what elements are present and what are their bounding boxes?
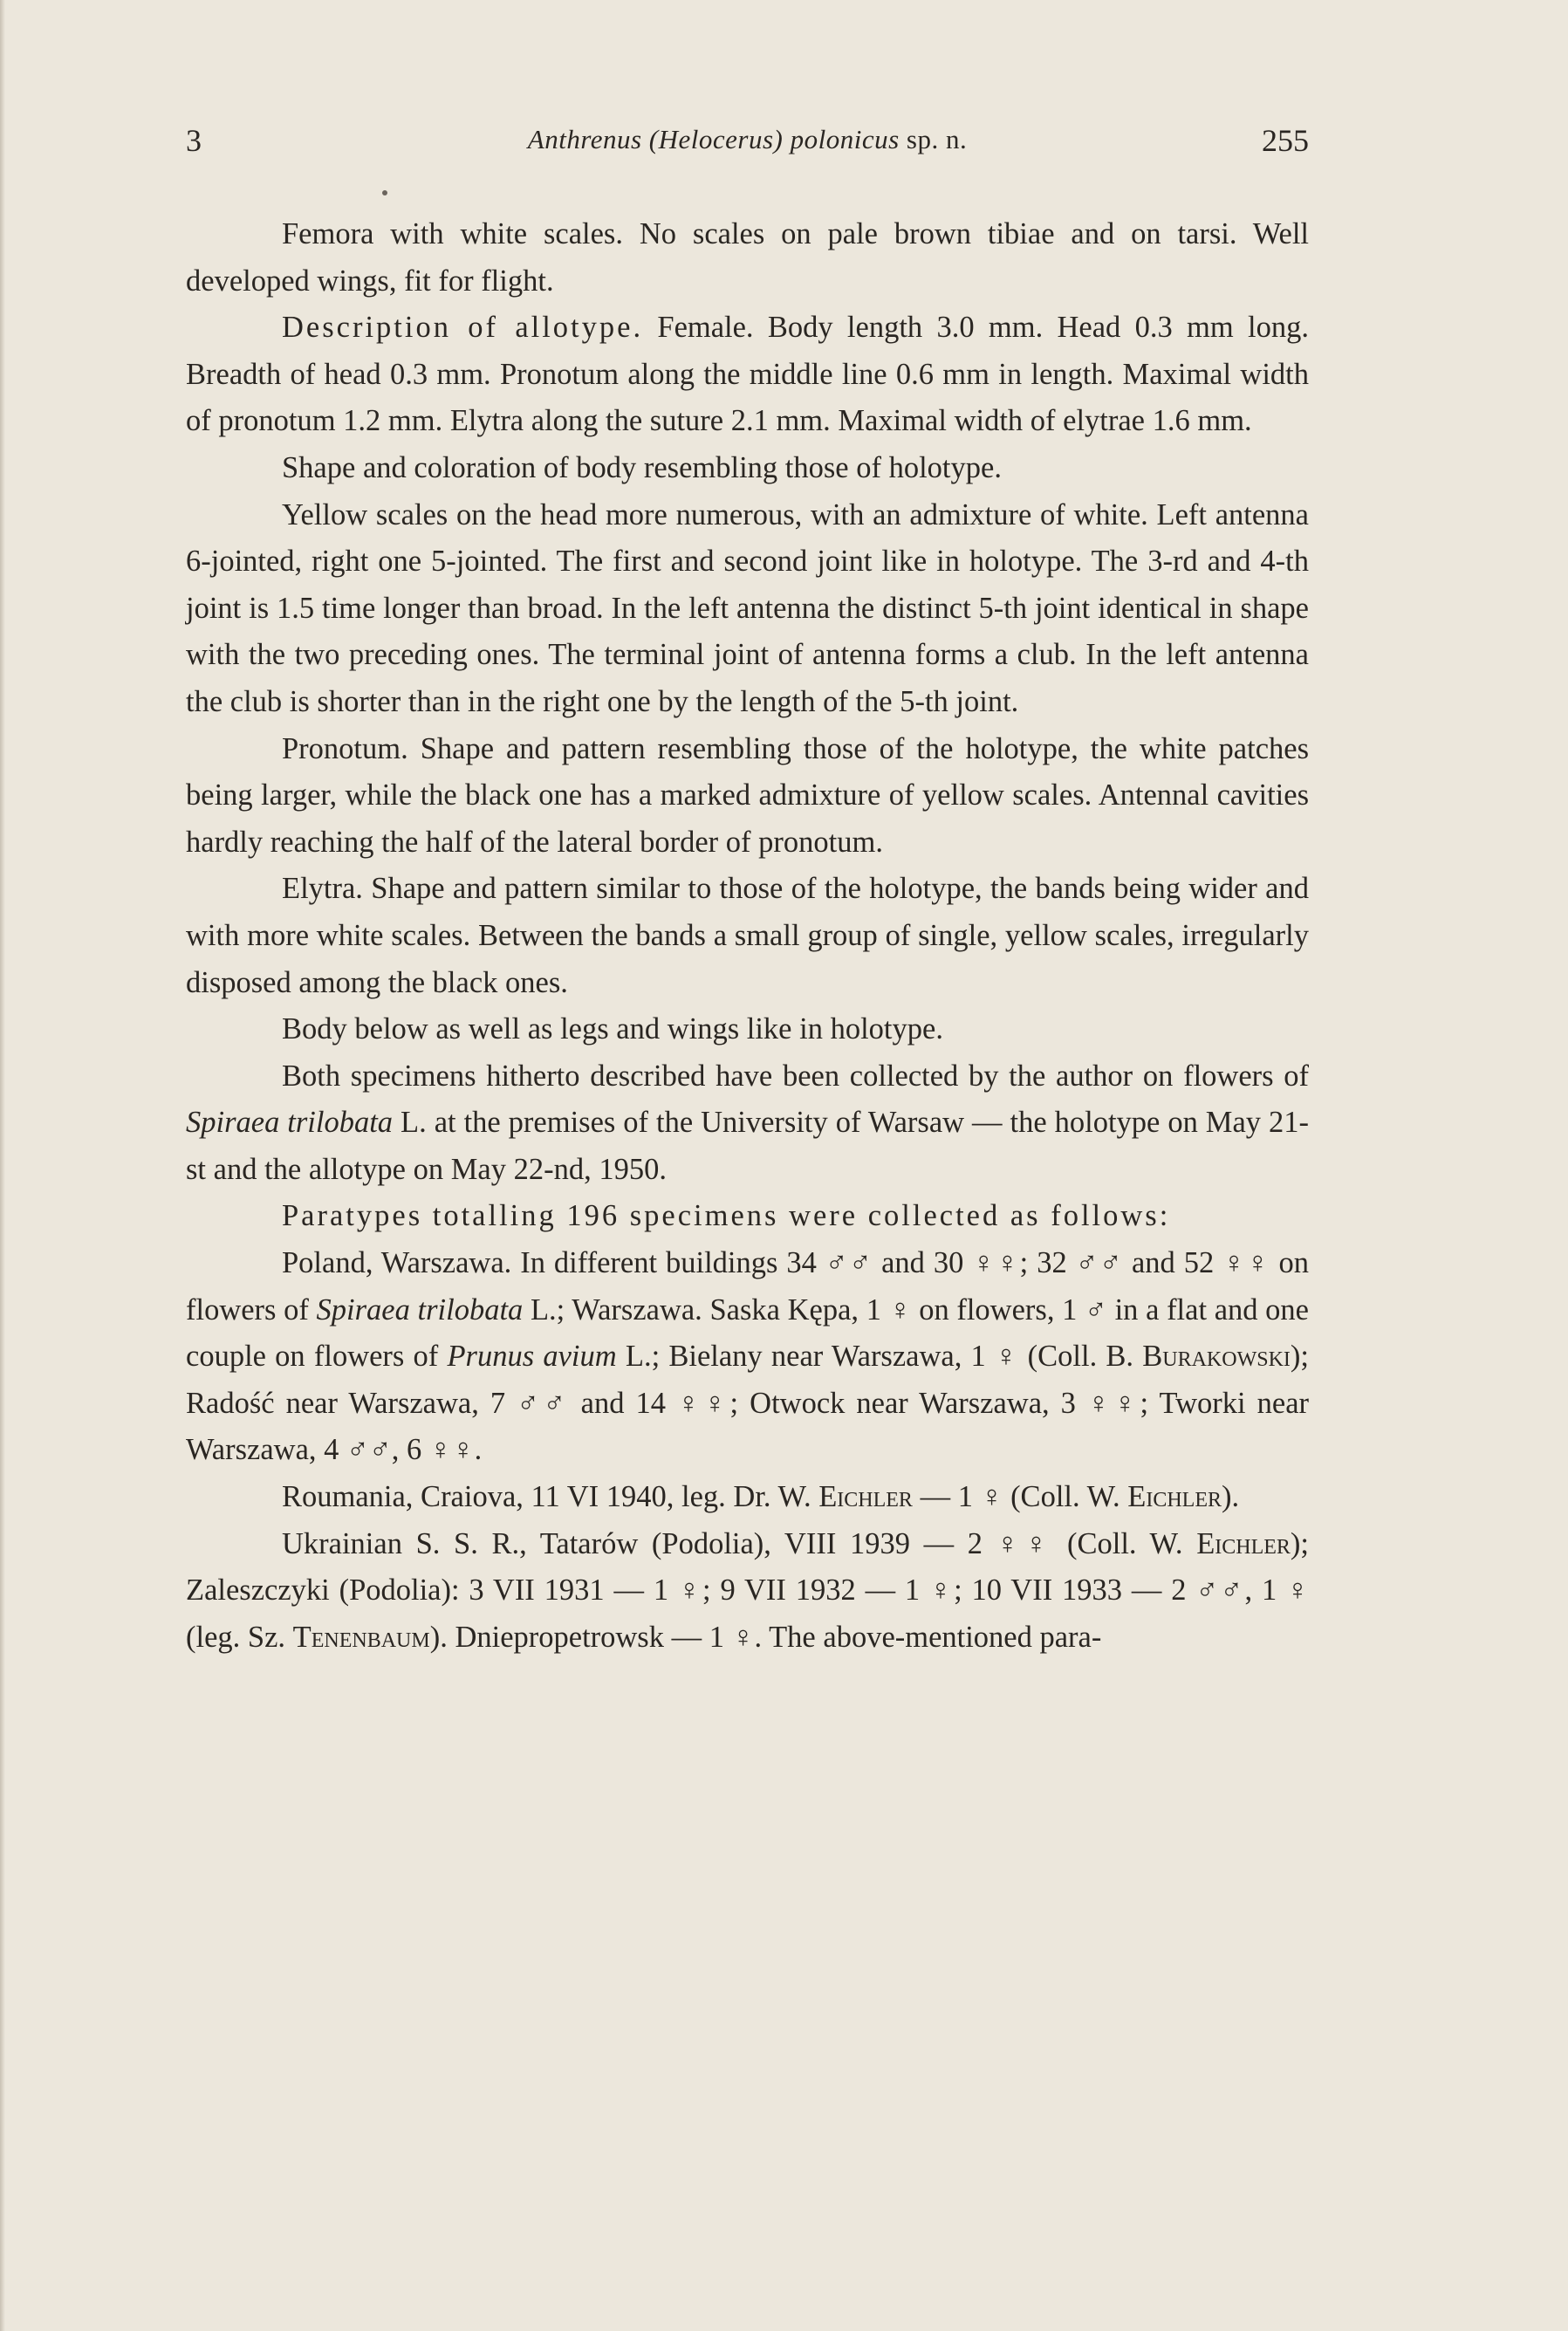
page-number-left: 3 <box>186 123 202 158</box>
paragraph-collection <box>186 1053 1309 1194</box>
collector-name: Tenenbaum <box>292 1620 430 1654</box>
paragraph-paratypes <box>186 1193 1309 1240</box>
collector-name: Burakowski <box>1142 1340 1291 1374</box>
roumania-text-c: ). <box>1222 1480 1240 1514</box>
collector-name: Eichler <box>1127 1480 1222 1514</box>
paragraph-allotype-description <box>186 305 1309 445</box>
running-title <box>186 124 1309 155</box>
allotype-label: Description of allotype. <box>282 311 644 345</box>
paragraph-antenna: Yellow scales on the head more numerous, with an admixture of white. Left antenna 6-jointed, right one 5-jointed. The first and second joint like in holotype. The 3-rd and 4-th joint is 1.5 time longer than broad. In the left antenna the distinct 5-th joint identical in shape with the two preceding ones. The terminal joint of antenna forms a club. In the left antenna the club is shorter than in the right one by the length of the 5-th joint. <box>186 497 1309 718</box>
paragraph-poland <box>186 1240 1309 1474</box>
collection-text-b: L. at the premises of the University of Warsaw — the holotype on May 21-st and the allotype on May 22-nd, 1950. <box>186 1106 1309 1186</box>
page-edge <box>0 0 5 2331</box>
collector-name: Eichler <box>1196 1526 1291 1560</box>
poland-text-d: ); Radość near Warszawa, 7 ♂♂ and 14 ♀♀; Otwock near Warszawa, 3 ♀♀; Tworki near Warszawa, 4 ♂♂, 6 ♀♀. <box>186 1340 1309 1467</box>
paragraph-shape: Shape and coloration of body resembling those of holotype. <box>282 450 1002 484</box>
ukraine-text-a: Ukrainian S. S. R., Tatarów (Podolia), VIII 1939 — 2 ♀♀ (Coll. W. <box>282 1526 1197 1560</box>
running-title-rest: sp. n. <box>899 124 968 154</box>
paratypes-label: Paratypes totalling 196 specimens were collected as follows: <box>282 1199 1171 1233</box>
running-title-italic: Anthrenus (Helocerus) polonicus <box>527 124 900 154</box>
page-number-right: 255 <box>1262 123 1309 158</box>
roumania-text-a: Roumania, Craiova, 11 VI 1940, leg. Dr. W. <box>282 1480 819 1514</box>
roumania-text-b: — 1 ♀ (Coll. W. <box>912 1480 1128 1514</box>
ukraine-text-c: ). Dniepropetrowsk — 1 ♀. The above-mentioned para- <box>429 1620 1102 1654</box>
poland-text-c: L.; Bielany near Warszawa, 1 ♀ (Coll. B. <box>616 1340 1143 1374</box>
collection-text-a: Both specimens hitherto described have been collected by the author on flowers of <box>282 1059 1309 1093</box>
poland-text-a: Poland, Warszawa. In different buildings 34 ♂♂ and 30 ♀♀; 32 ♂♂ and 52 ♀♀ on flowers of <box>186 1246 1309 1327</box>
allotype-text: Female. Body length 3.0 mm. Head 0.3 mm long. Breadth of head 0.3 mm. Pronotum along the middle line 0.6 mm in length. Maximal width of pronotum 1.2 mm. Elytra along the suture 2.1 mm. Maximal width of elytrae 1.6 mm. <box>186 311 1309 438</box>
species-name: Prunus avium <box>447 1340 617 1374</box>
collector-name: Eichler <box>818 1480 913 1514</box>
paragraph-roumania <box>186 1474 1309 1521</box>
paragraph-body-below: Body below as well as legs and wings like in holotype. <box>282 1012 943 1046</box>
species-name: Spiraea trilobata <box>186 1106 394 1140</box>
poland-text-b: L.; Warszawa. Saska Kępa, 1 ♀ on flowers, 1 ♂ in a flat and one couple on flowers of <box>186 1292 1309 1374</box>
paragraph-pronotum: Pronotum. Shape and pattern resembling those of the holotype, the white patches being larger, while the black one has a marked admixture of yellow scales. Antennal cavities hardly reaching the half of the lateral border of pronotum. <box>186 731 1309 859</box>
body-text <box>186 211 1309 1661</box>
running-header <box>186 122 1309 166</box>
paragraph-ukraine <box>186 1521 1309 1662</box>
ukraine-text-b: ); Zaleszczyki (Podolia): 3 VII 1931 — 1 ♀; 9 VII 1932 — 1 ♀; 10 VII 1933 — 2 ♂♂, 1 ♀ (leg. Sz. <box>186 1526 1309 1654</box>
paragraph-elytra: Elytra. Shape and pattern similar to those of the holotype, the bands being wider and with more white scales. Between the bands a small group of single, yellow scales, irregularly disposed among the black ones. <box>186 872 1309 999</box>
species-name: Spiraea trilobata <box>316 1292 524 1327</box>
print-speck <box>382 190 387 195</box>
paragraph-femora: Femora with white scales. No scales on pale brown tibiae and on tarsi. Well developed wings, fit for flight. <box>186 217 1309 298</box>
